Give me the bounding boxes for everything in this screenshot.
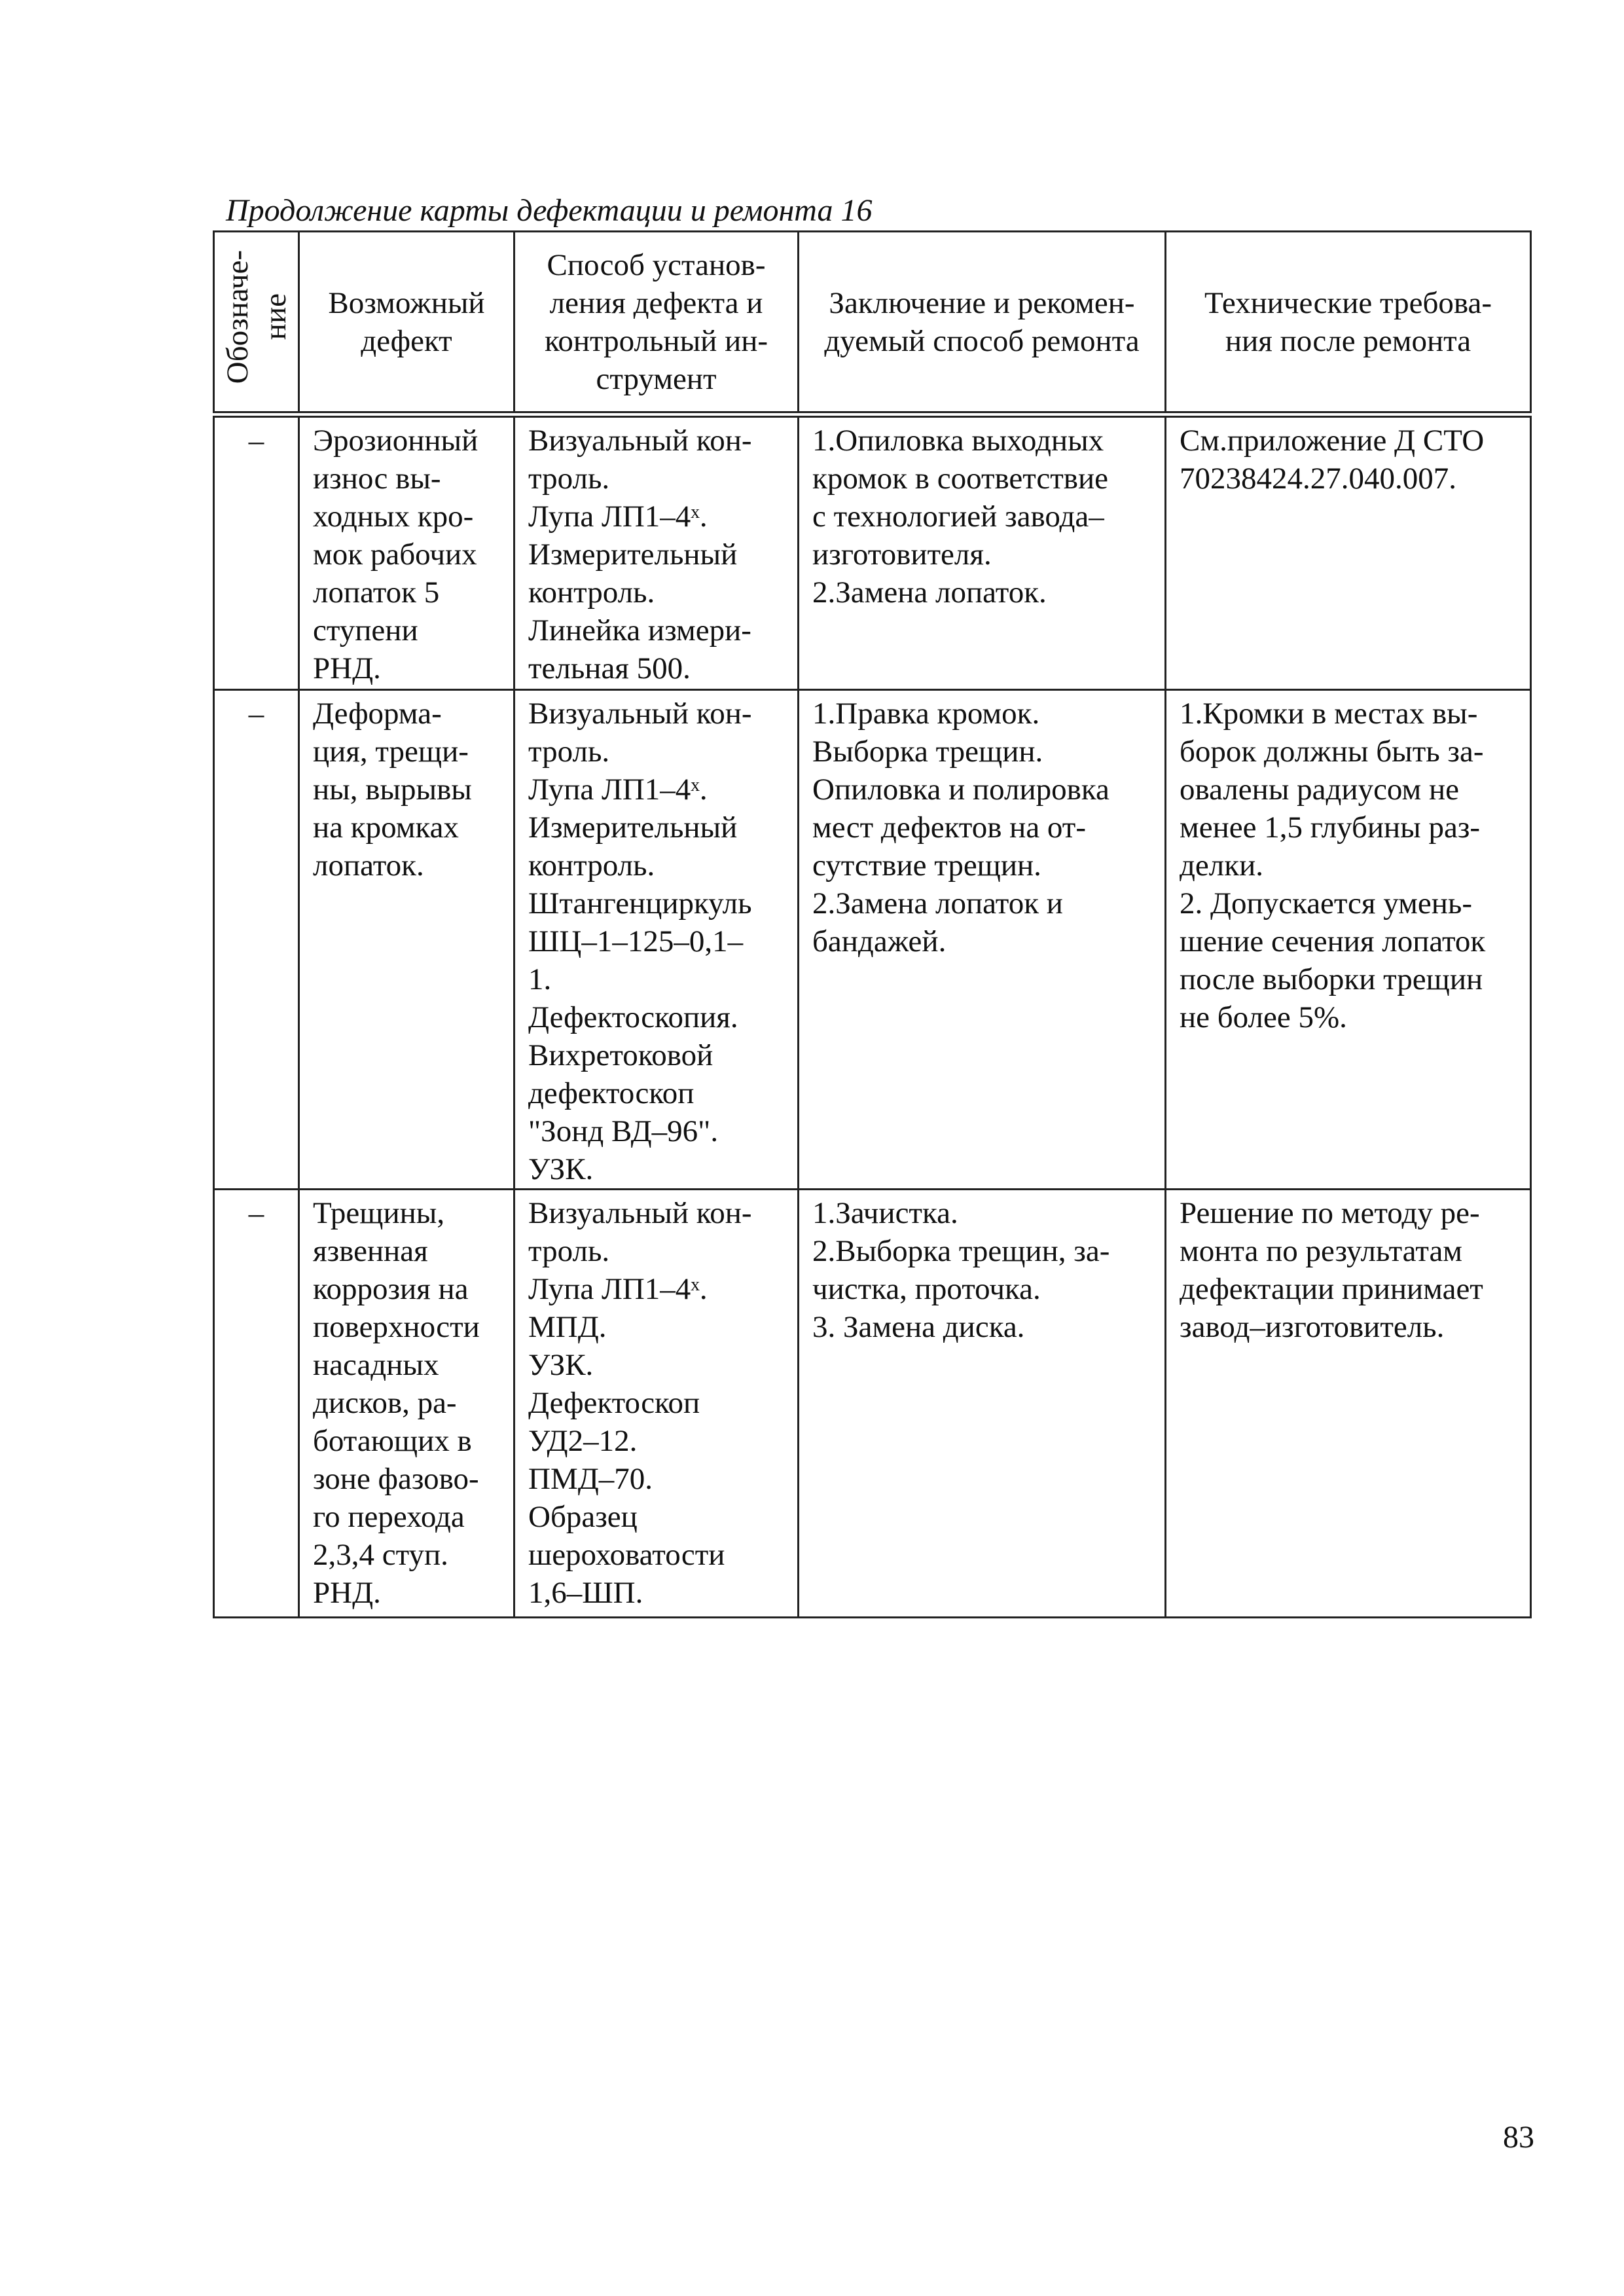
cell-method: Визуальный кон- троль. Лупа ЛП1–4ˣ. МПД. УЗК. Дефектоскоп УД2–12. ПМД–70. Образец шероховатости 1,6–ШП. [514,1190,799,1618]
cell-conclusion: 1.Опиловка выходных кромок в соответствие с технологией завода– изготовителя. 2.Замена лопаток. [799,414,1166,690]
header-designation-text: Обозначе- ние [220,250,293,384]
table-header-row [214,232,1531,415]
cell-requirements: 1.Кромки в местах вы- борок должны быть за- овалены радиусом не менее 1,5 глубины раз- делки. 2. Допускается умень- шение сечения лопаток после выборки трещин не более 5%. [1166,690,1531,1190]
header-designation [214,232,299,415]
table-row [214,1190,1531,1618]
cell-conclusion: 1.Правка кромок. Выборка трещин. Опиловка и полировка мест дефектов на от- сутствие трещин. 2.Замена лопаток и бандажей. [799,690,1166,1190]
table-row [214,690,1531,1190]
cell-requirements: См.приложение Д СТО 70238424.27.040.007. [1166,414,1531,690]
cell-requirements: Решение по методу ре- монта по результатам дефектации принимает завод–изготовитель. [1166,1190,1531,1618]
cell-designation: – [214,1190,299,1618]
cell-designation: – [214,414,299,690]
page-number: 83 [1503,2120,1534,2155]
cell-designation: – [214,690,299,1190]
header-defect: Возможный дефект [299,232,514,415]
header-conclusion: Заключение и рекомен- дуемый способ ремонта [799,232,1166,415]
table-caption: Продолжение карты дефектации и ремонта 16 [226,193,873,228]
cell-defect: Эрозионный износ вы- ходных кро- мок рабочих лопаток 5 ступени РНД. [299,414,514,690]
cell-conclusion: 1.Зачистка. 2.Выборка трещин, за- чистка, проточка. 3. Замена диска. [799,1190,1166,1618]
cell-defect: Деформа- ция, трещи- ны, вырывы на кромках лопаток. [299,690,514,1190]
table-row [214,414,1531,690]
defect-repair-table [213,230,1532,1618]
cell-method: Визуальный кон- троль. Лупа ЛП1–4ˣ. Измерительный контроль. Линейка измери- тельная 500. [514,414,799,690]
cell-defect: Трещины, язвенная коррозия на поверхности насадных дисков, ра- ботающих в зоне фазово- го перехода 2,3,4 ступ. РНД. [299,1190,514,1618]
header-method: Способ установ- ления дефекта и контрольный ин- струмент [514,232,799,415]
header-requirements: Технические требова- ния после ремонта [1166,232,1531,415]
cell-method: Визуальный кон- троль. Лупа ЛП1–4ˣ. Измерительный контроль. Штангенциркуль ШЦ–1–125–0,1– 1. Дефектоскопия. Вихретоковой дефектоскоп "Зонд ВД–96". УЗК. [514,690,799,1190]
